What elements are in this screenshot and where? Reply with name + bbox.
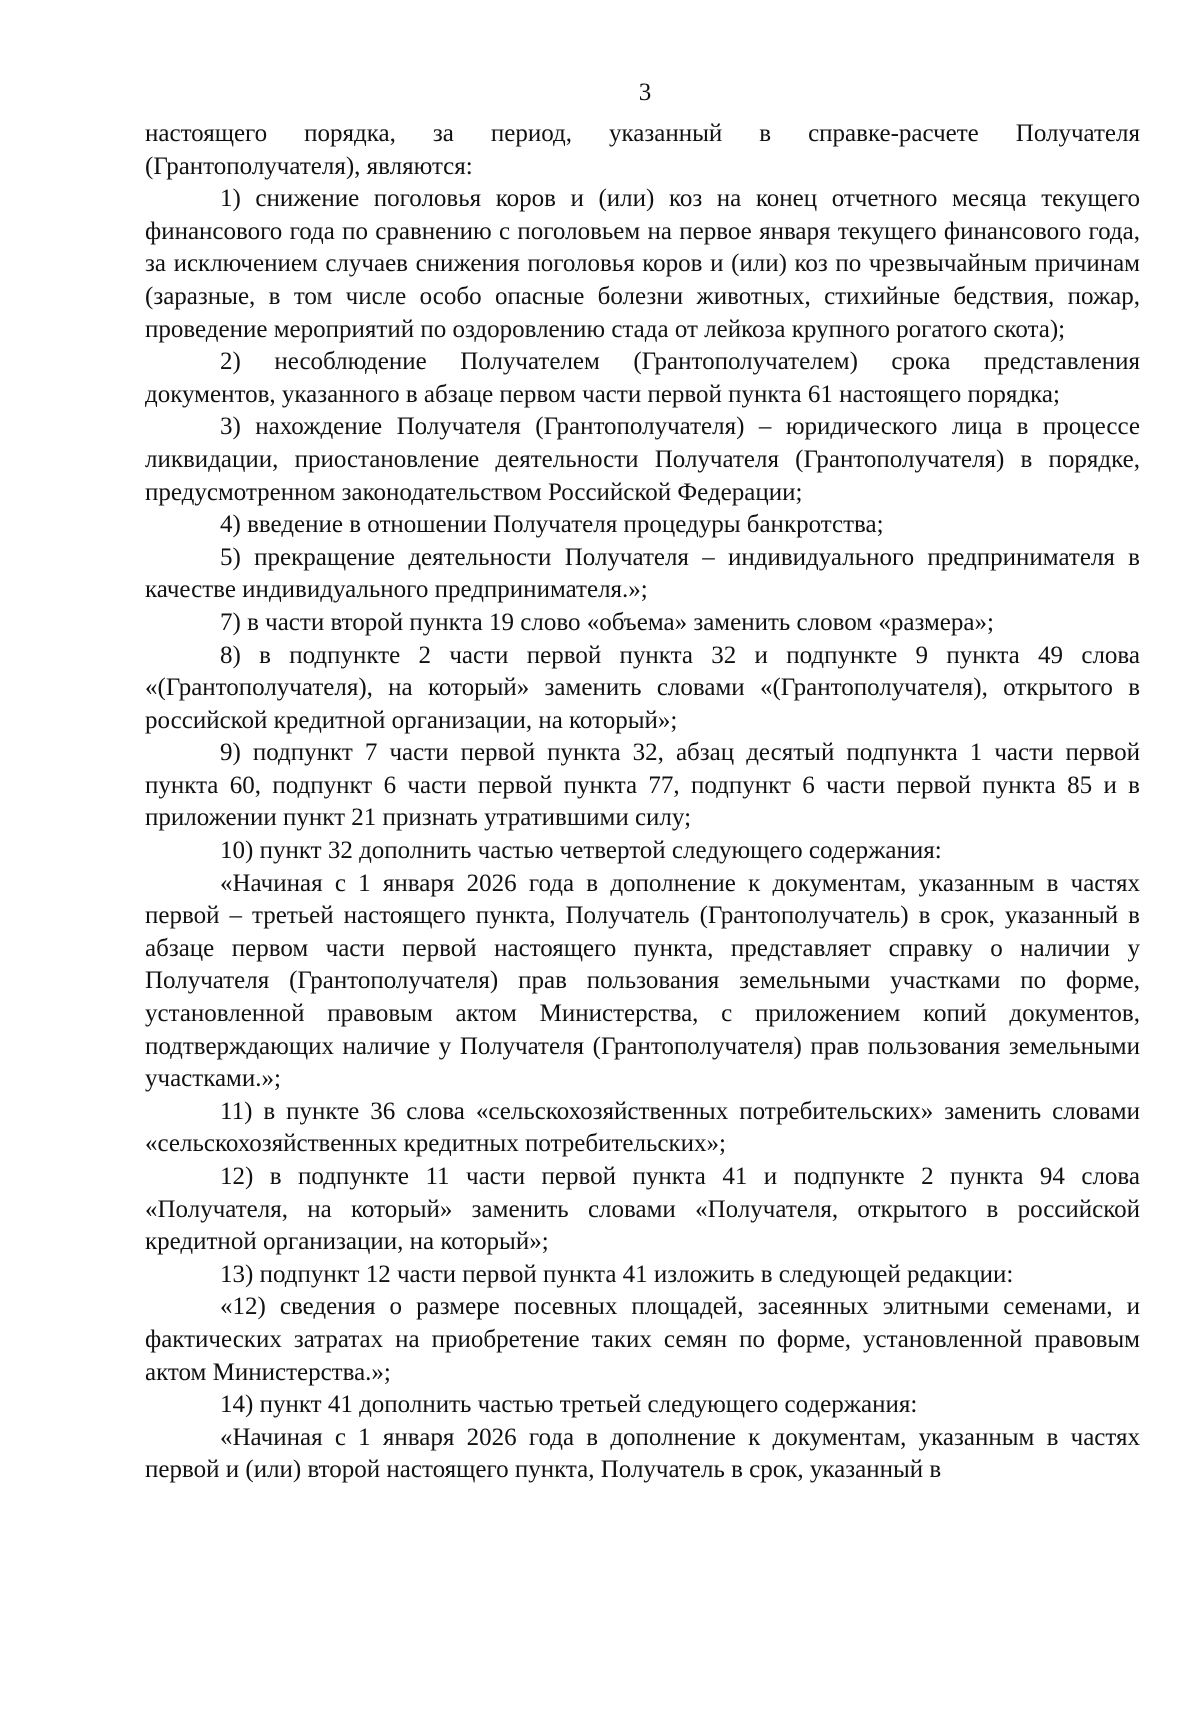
amendment-14: 14) пункт 41 дополнить частью третьей следующего содержания: [220, 1391, 918, 1419]
page-number: 3 [638, 79, 652, 106]
amendment-9: 9) подпункт 7 части первой пункта 32, абзац десятый подпункта 1 части первой пункта 60, подпункт 6 части первой пункта 77, подпункт 6 части первой пункта 85 и в приложении пункт 21 признать утратившими силу; [145, 739, 1140, 832]
list-item-5: 5) прекращение деятельности Получателя – индивидуального предпринимателя в качестве индивидуального предпринимателя.»; [145, 543, 1140, 604]
quoted-text-10: «Начиная с 1 января 2026 года в дополнение к документам, указанным в частях первой – третьей настоящего пункта, Получатель (Грантополучатель) в срок, указанный в абзаце первом части первой настоящего пункта, представляет справку о наличии у Получателя (Грантополучателя) прав пользования земельными участками по форме, установленной правовым актом Министерства, с приложением копий документов, подтверждающих наличие у Получателя (Грантополучателя) прав пользования земельными участками.»; [145, 869, 1140, 1093]
amendment-8: 8) в подпункте 2 части первой пункта 32 и подпункте 9 пункта 49 слова «(Грантополучателя), на который» заменить словами «(Грантополучателя), открытого в российской кредитной организации, на который»; [145, 641, 1140, 734]
amendment-11: 11) в пункте 36 слова «сельскохозяйственных потребительских» заменить словами «сельскохозяйственных кредитных потребительских»; [145, 1097, 1140, 1158]
paragraph-continuation: настоящего порядка, за период, указанный в справке-расчете Получателя (Грантополучателя), являются: [145, 120, 1140, 180]
document-body [145, 118, 1140, 1487]
amendment-13: 13) подпункт 12 части первой пункта 41 изложить в следующей редакции: [220, 1260, 1014, 1288]
list-item-1: 1) снижение поголовья коров и (или) коз на конец отчетного месяца текущего финансового года по сравнению с поголовьем на первое января текущего финансового года, за исключением случаев снижения поголовья коров и (или) коз по чрезвычайным причинам (заразные, в том числе особо опасные болезни животных, стихийные бедствия, пожар, проведение мероприятий по оздоровлению стада от лейкоза крупного рогатого скота); [145, 185, 1140, 343]
amendment-10: 10) пункт 32 дополнить частью четвертой следующего содержания: [220, 837, 942, 865]
list-item-4: 4) введение в отношении Получателя процедуры банкротства; [220, 511, 884, 539]
quoted-text-13: «12) сведения о размере посевных площадей, засеянных элитными семенами, и фактических затратах на приобретение таких семян по форме, установленной правовым актом Министерства.»; [145, 1293, 1140, 1386]
list-item-3: 3) нахождение Получателя (Грантополучателя) – юридического лица в процессе ликвидации, приостановление деятельности Получателя (Грантополучателя) в порядке, предусмотренном законодательством Российской Федерации; [145, 413, 1140, 506]
amendment-12: 12) в подпункте 11 части первой пункта 41 и подпункте 2 пункта 94 слова «Получателя, на который» заменить словами «Получателя, открытого в российской кредитной организации, на который»; [145, 1163, 1140, 1256]
amendment-7: 7) в части второй пункта 19 слово «объема» заменить словом «размера»; [220, 608, 994, 636]
quoted-text-14: «Начиная с 1 января 2026 года в дополнение к документам, указанным в частях первой и (или) второй настоящего пункта, Получатель в срок, указанный в [145, 1423, 1140, 1484]
list-item-2: 2) несоблюдение Получателем (Грантополучателем) срока представления документов, указанного в абзаце первом части первой пункта 61 настоящего порядка; [145, 348, 1140, 408]
